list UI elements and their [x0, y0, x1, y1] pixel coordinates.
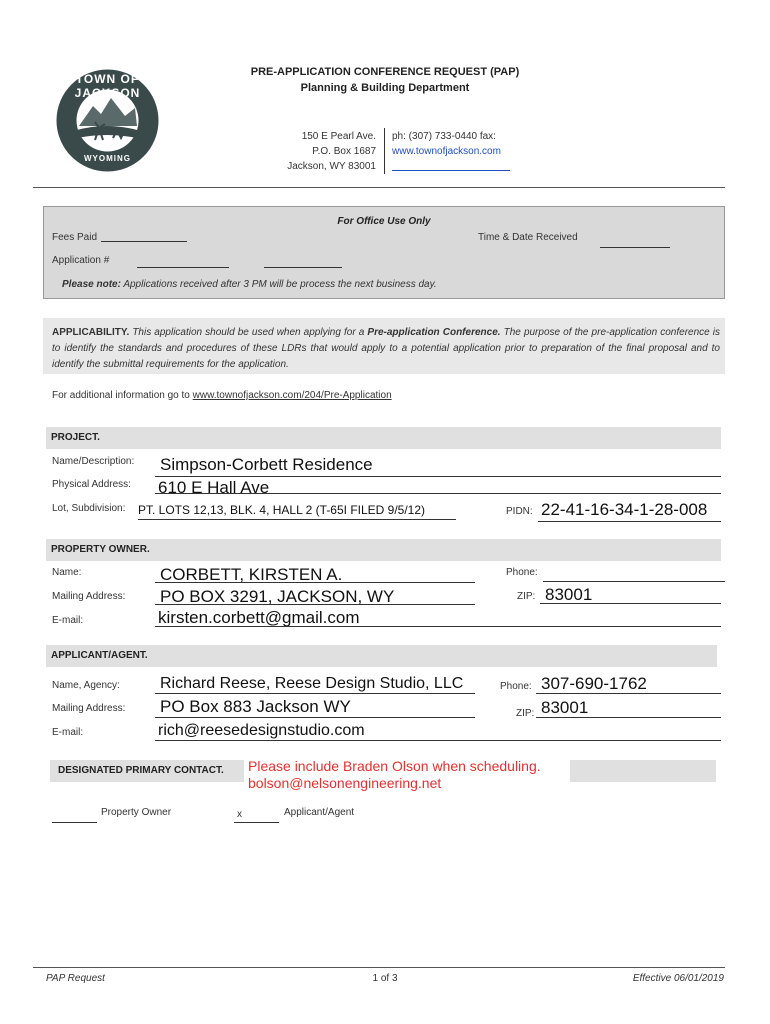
project-section-bar [46, 427, 721, 449]
fees-paid-field[interactable] [101, 230, 187, 242]
applicability-bold: Pre-application Conference. [367, 327, 501, 338]
owner-email-line [155, 613, 721, 627]
application-number-field-2[interactable] [264, 256, 342, 268]
agent-zip-line [536, 704, 721, 718]
project-name-line [155, 459, 721, 477]
owner-phone-line [543, 568, 725, 582]
time-date-field[interactable] [600, 236, 670, 248]
owner-mailing-value[interactable]: PO BOX 3291, JACKSON, WY [160, 587, 395, 606]
physical-address-value[interactable]: 610 E Hall Ave [158, 478, 270, 497]
lot-subdivision-line [138, 506, 456, 520]
owner-phone-label: Phone: [506, 567, 538, 578]
owner-email-label: E-mail: [52, 615, 84, 626]
header-divider [33, 187, 725, 188]
pidn-line [538, 506, 721, 522]
phone-fax: ph: (307) 733-0440 fax: [392, 131, 496, 142]
agent-phone-line [536, 680, 721, 694]
owner-zip-value[interactable]: 83001 [545, 585, 593, 604]
applicability-label: APPLICABILITY. [52, 327, 130, 338]
application-number-field-1[interactable] [137, 256, 229, 268]
applicability-text-1: This application should be used when applying for a [129, 327, 368, 338]
project-heading: PROJECT. [51, 432, 100, 443]
address-line-3: Jackson, WY 83001 [287, 161, 376, 172]
applicability-text [52, 325, 720, 373]
logo-text-bottom: WYOMING [84, 154, 131, 163]
agent-contact-field[interactable] [234, 810, 279, 823]
owner-zip-label: ZIP: [517, 591, 536, 602]
owner-contact-label: Property Owner [101, 807, 172, 818]
additional-info-url[interactable]: www.townofjackson.com/204/Pre-Application [192, 390, 392, 401]
address-line-2: P.O. Box 1687 [312, 146, 376, 157]
time-date-label: Time & Date Received [478, 232, 578, 243]
agent-email-line [155, 727, 721, 741]
agent-name-line [155, 680, 475, 694]
logo-text-top: TOWN OF JACKSON [74, 72, 141, 100]
agent-contact-label: Applicant/Agent [284, 807, 355, 818]
agent-email-label: E-mail: [52, 727, 84, 738]
address-line-1: 150 E Pearl Ave. [301, 131, 376, 142]
contact-note-2: bolson@nelsonengineering.net [248, 775, 442, 791]
agent-name-label: Name, Agency: [52, 680, 120, 691]
physical-address-label: Physical Address: [52, 479, 131, 490]
owner-name-value[interactable]: CORBETT, KIRSTEN A. [160, 565, 343, 584]
agent-name-value[interactable]: Richard Reese, Reese Design Studio, LLC [160, 675, 464, 692]
lot-subdivision-value[interactable]: PT. LOTS 12,13, BLK. 4, HALL 2 (T-65I FILED 9/5/12) [138, 503, 426, 517]
agent-mailing-label: Mailing Address: [52, 703, 126, 714]
owner-name-label: Name: [52, 567, 82, 578]
agent-phone-value[interactable]: 307-690-1762 [541, 674, 647, 693]
agent-section-bar [46, 645, 717, 667]
footer-divider [33, 967, 725, 968]
pidn-value[interactable]: 22-41-16-34-1-28-008 [541, 500, 708, 519]
office-use-heading: For Office Use Only [337, 216, 431, 227]
agent-mailing-line [155, 704, 475, 718]
physical-address-line [155, 480, 721, 494]
website-underline [392, 170, 510, 171]
agent-zip-value[interactable]: 83001 [541, 698, 589, 717]
office-note-text: Applications received after 3 PM will be process the next business day. [120, 279, 437, 290]
project-name-value[interactable]: Simpson-Corbett Residence [160, 455, 373, 474]
owner-mailing-label: Mailing Address: [52, 591, 126, 602]
footer-page-number: 1 of 3 [372, 973, 398, 984]
office-note-bold: Please note: [62, 279, 121, 290]
agent-email-value[interactable]: rich@reesedesignstudio.com [158, 722, 365, 739]
owner-email-value[interactable]: kirsten.corbett@gmail.com [158, 608, 360, 627]
footer-left: PAP Request [46, 973, 105, 984]
agent-heading: APPLICANT/AGENT. [51, 650, 148, 661]
contact-note-1: Please include Braden Olson when scheduling. [248, 758, 541, 774]
footer-right: Effective 06/01/2019 [632, 973, 724, 984]
owner-contact-field[interactable] [52, 810, 97, 823]
website-link[interactable]: www.townofjackson.com [392, 146, 501, 157]
page-title: PRE-APPLICATION CONFERENCE REQUEST (PAP) [250, 66, 520, 78]
owner-zip-line [540, 590, 721, 604]
project-name-label: Name/Description: [52, 456, 135, 467]
address-divider [384, 128, 385, 174]
contact-gray-box [570, 760, 716, 782]
additional-info-prefix: For additional information go to [52, 390, 193, 401]
application-number-label: Application # [52, 255, 110, 266]
contact-heading: DESIGNATED PRIMARY CONTACT. [58, 765, 224, 776]
owner-mailing-line [155, 590, 475, 605]
contact-section-bar [50, 760, 244, 782]
agent-contact-mark: x [237, 809, 242, 820]
owner-heading: PROPERTY OWNER. [51, 544, 150, 555]
page-subtitle: Planning & Building Department [300, 82, 470, 94]
fees-paid-label: Fees Paid [52, 232, 98, 243]
pidn-label: PIDN: [506, 506, 533, 517]
agent-phone-label: Phone: [500, 681, 532, 692]
owner-section-bar [46, 539, 721, 561]
agent-zip-label: ZIP: [516, 708, 535, 719]
owner-name-line [155, 568, 475, 583]
agent-mailing-value[interactable]: PO Box 883 Jackson WY [160, 697, 351, 716]
applicability-text-2: The purpose of the pre-application conference is to identify the standards and procedures of these LDRs that would apply to a potential application prior to preparation of the final proposal and to identify the submittal requirements for the application. [52, 327, 721, 370]
additional-info [52, 390, 392, 401]
office-note [62, 279, 437, 290]
lot-subdivision-label: Lot, Subdivision: [52, 503, 126, 514]
town-logo [55, 68, 160, 173]
